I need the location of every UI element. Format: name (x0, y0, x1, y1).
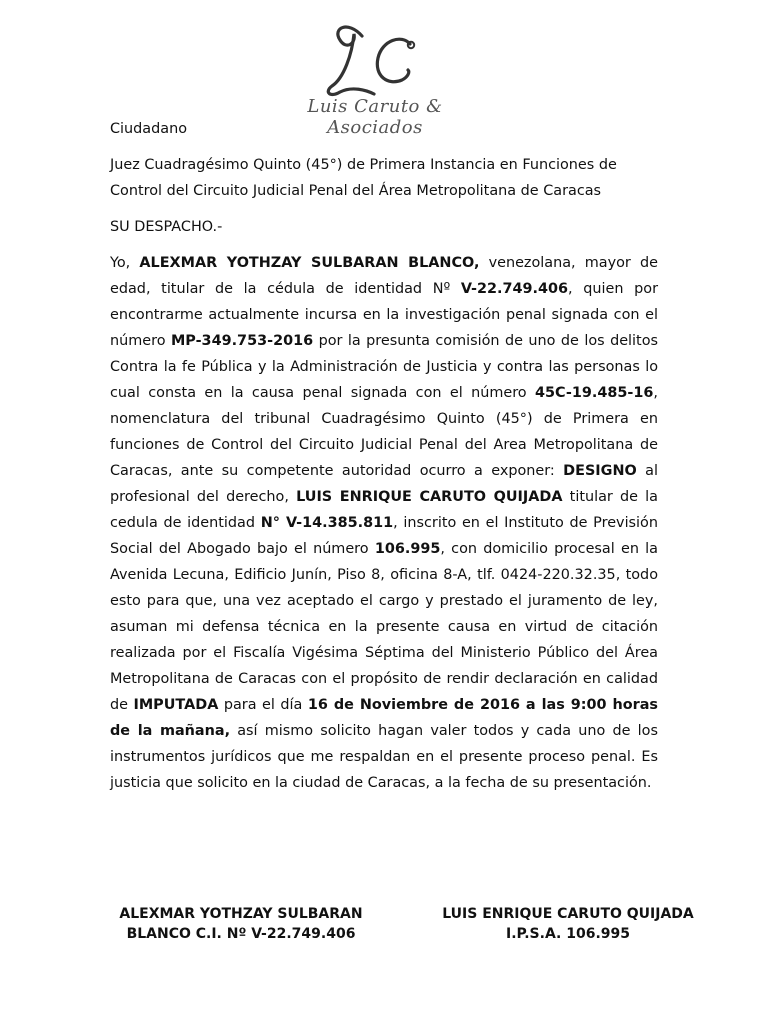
petitioner-name: ALEXMAR YOTHZAY SULBARAN BLANCO, (139, 255, 480, 271)
signature-line: ALEXMAR YOTHZAY SULBARAN (119, 906, 363, 922)
signature-line: I.P.S.A. 106.995 (506, 926, 630, 942)
letter-body (110, 116, 658, 796)
imputada-keyword: IMPUTADA (133, 697, 219, 713)
body-text: para el día (218, 697, 308, 713)
lawyer-name: LUIS ENRIQUE CARUTO QUIJADA (296, 489, 563, 505)
main-paragraph (110, 250, 658, 796)
body-text: titular de la cedula de identidad (110, 489, 658, 531)
body-text: Yo, (110, 255, 140, 271)
body-text: así mismo solicito hagan valer todos y cada uno de los instrumentos jurídicos que me respaldan en el presente proceso penal. Es justicia que solicito en la ciudad de Caracas, a la fecha de su presentación. (110, 723, 658, 791)
case-number: 45C-19.485-16 (535, 385, 654, 401)
designo-keyword: DESIGNO (563, 463, 637, 479)
salutation: Ciudadano (110, 121, 187, 137)
body-text: , con domicilio procesal en la Avenida Lecuna, Edificio Junín, Piso 8, oficina 8-A, tlf. 0424-220.32.35, todo esto para que, una vez aceptado el cargo y prestado el juramento de ley, asuman mi defensa técnica en la presente causa en virtud de citación realizada por el Fiscalía Vigésima Séptima del Ministerio Público del Área Metropolitana de Caracas con el propósito de rendir declaración en calidad de (110, 541, 658, 713)
body-text: por la presunta comisión de uno de los delitos Contra la fe Pública y la Administración de Justicia y contra las personas lo cual consta en la causa penal signada con el número (110, 333, 658, 401)
lc-monogram-icon (270, 14, 480, 104)
body-text: al profesional del derecho, (110, 463, 658, 505)
body-text: , nomenclatura del tribunal Cuadragésimo Quinto (45°) de Primera en funciones de Control del Circuito Judicial Penal del Area Metropolitana de Caracas, ante su competente autoridad ocurro a exponer: (110, 385, 658, 479)
addressee (110, 152, 658, 204)
addressee-line: Control del Circuito Judicial Penal del Área Metropolitana de Caracas (110, 183, 602, 199)
investigation-number: MP-349.753-2016 (170, 333, 314, 349)
body-text: , inscrito en el Instituto de Previsión Social del Abogado bajo el número (110, 515, 658, 557)
ipsa-number: 106.995 (374, 541, 441, 557)
petitioner-id: V-22.749.406 (460, 281, 569, 297)
hearing-date: 16 de Noviembre de 2016 a las 9:00 horas de la mañana, (110, 697, 658, 739)
firm-name: Luis Caruto & Asociados (307, 96, 443, 138)
addressee-line: Juez Cuadragésimo Quinto (45°) de Primera Instancia en Funciones de (110, 157, 617, 173)
firm-logo (270, 14, 480, 138)
lawyer-id: N° V-14.385.811 (260, 515, 394, 531)
signature-block-lawyer (418, 904, 718, 944)
body-text: , quien por encontrarme actualmente incursa en la investigación penal signada con el número (110, 281, 659, 349)
body-text: venezolana, mayor de edad, titular de la cédula de identidad Nº (110, 255, 658, 297)
despacho-heading: SU DESPACHO.- (110, 219, 223, 235)
signature-line: BLANCO C.I. Nº V-22.749.406 (126, 926, 356, 942)
signature-block-petitioner (96, 904, 386, 944)
signature-line: LUIS ENRIQUE CARUTO QUIJADA (442, 906, 694, 922)
